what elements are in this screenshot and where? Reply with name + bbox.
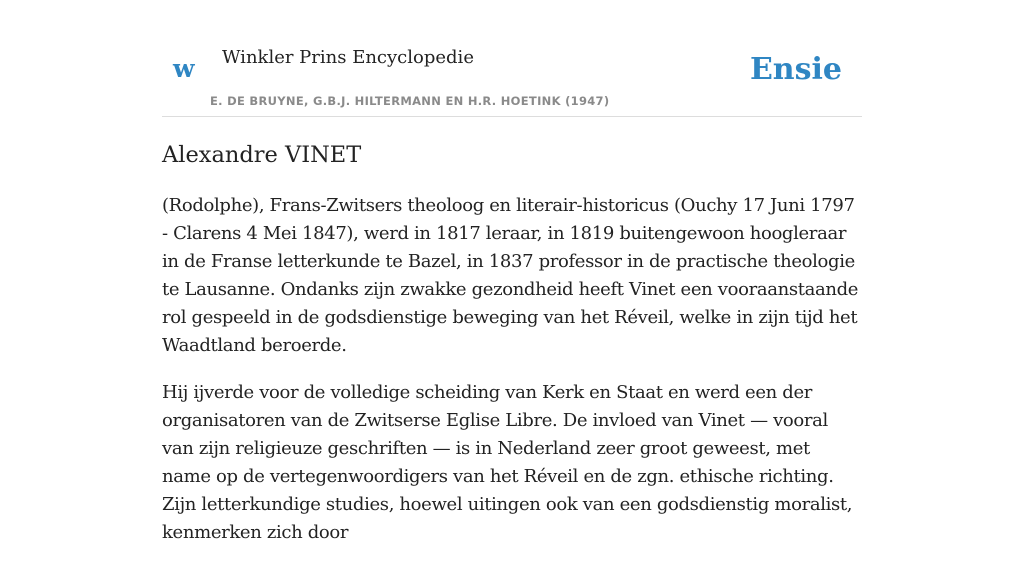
article-paragraph-2: Hij ijverde voor de volledige scheiding van Kerk en Staat en werd een der organisatoren van de Zwitserse Eglise Libre. De invloed van Vinet — vooral van zijn religieuze geschriften — is in Nederland zeer groot geweest, met name op de vertegenwoordigers van het Réveil en de zgn. ethische richting. Zijn letterkundige studies, hoewel uitingen ook van een godsdienstig moralist, kenmerken zich door <box>162 382 853 543</box>
ensie-logo[interactable]: Ensie <box>749 52 842 87</box>
site-title[interactable]: Winkler Prins Encyclopedie <box>222 47 474 68</box>
page <box>162 0 862 543</box>
article-paragraph-1: (Rodolphe), Frans-Zwitsers theoloog en literair-historicus (Ouchy 17 Juni 1797 - Clarens 4 Mei 1847), werd in 1817 leraar, in 1819 buitengewoon hoogleraar in de Franse letterkunde te Bazel, in 1837 professor in de practische theologie te Lausanne. Ondanks zijn zwakke gezondheid heeft Vinet een vooraanstaande rol gespeeld in de godsdienstige beweging van het Réveil, welke in zijn tijd het Waadtland beroerde. <box>162 195 859 356</box>
article-body <box>162 192 862 566</box>
source-authors: E. DE BRUYNE, G.B.J. HILTERMANN EN H.R. HOETINK (1947) <box>210 94 610 108</box>
winkler-prins-logo[interactable]: w <box>173 54 195 83</box>
site-header <box>162 0 862 117</box>
article-title: Alexandre VINET <box>162 142 362 168</box>
